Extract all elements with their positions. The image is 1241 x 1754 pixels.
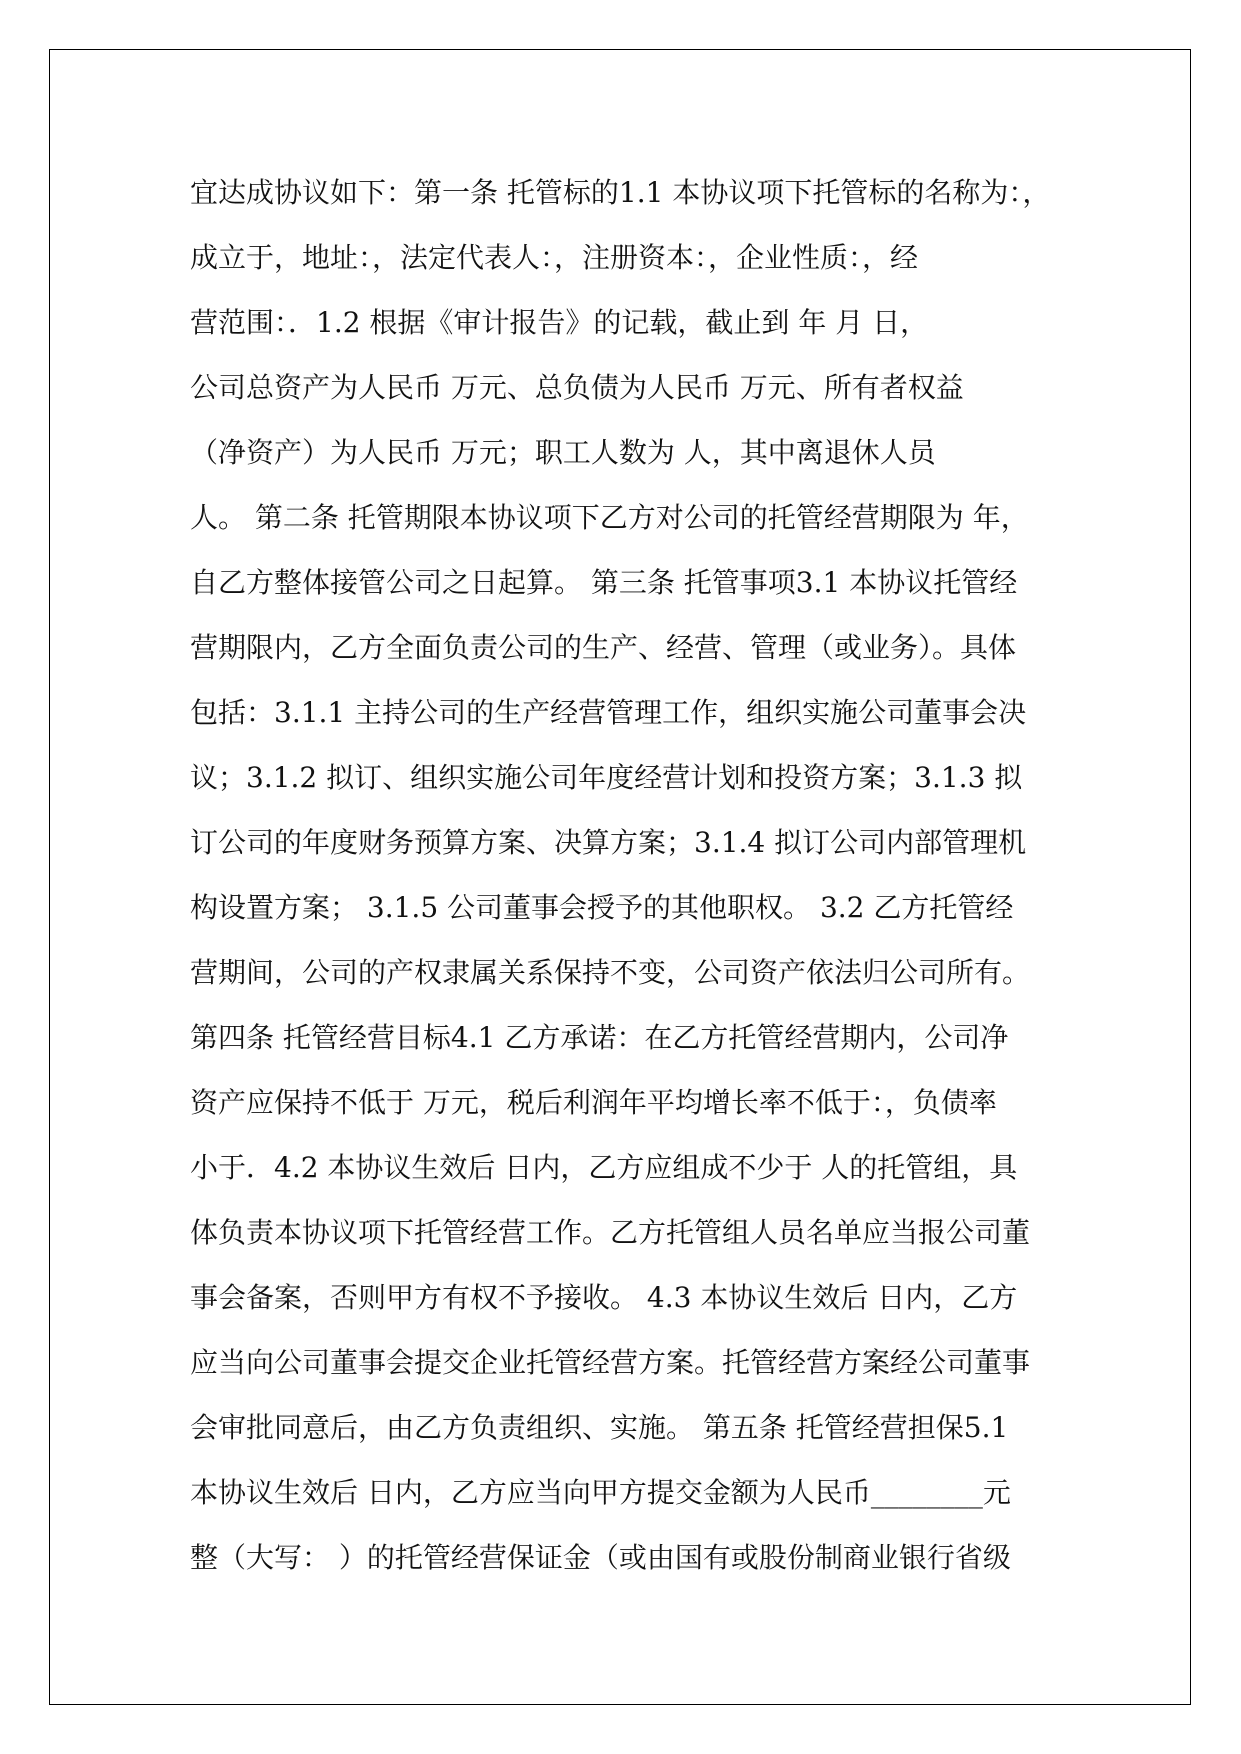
text-line: 自乙方整体接管公司之日起算。 第三条 托管事项3.1 本协议托管经 (190, 566, 1018, 599)
text-line: 营期限内，乙方全面负责公司的生产、经营、管理（或业务）。具体 (190, 631, 1017, 664)
text-line: 公司总资产为人民币 万元、总负债为人民币 万元、所有者权益 (190, 371, 964, 404)
text-line: 营范围：．1.2 根据《审计报告》的记载，截止到 年 月 日， (190, 306, 929, 339)
text-line: 议；3.1.2 拟订、组织实施公司年度经营计划和投资方案；3.1.3 拟 (190, 761, 1023, 794)
text-line: 事会备案，否则甲方有权不予接收。 4.3 本协议生效后 日内，乙方 (190, 1281, 1018, 1314)
document-body (190, 160, 1070, 1590)
text-line: 营期间，公司的产权隶属关系保持不变，公司资产依法归公司所有。 (190, 956, 1031, 989)
text-line: 第四条 托管经营目标4.1 乙方承诺：在乙方托管经营期内，公司净 (190, 1021, 1009, 1054)
text-line: 会审批同意后，由乙方负责组织、实施。 第五条 托管经营担保5.1 (190, 1411, 1009, 1444)
text-line: 宜达成协议如下：第一条 托管标的1.1 本协议项下托管标的名称为：， (190, 176, 1051, 209)
text-line: 成立于，地址：，法定代表人：，注册资本：，企业性质：，经 (190, 241, 919, 274)
text-line: 应当向公司董事会提交企业托管经营方案。托管经营方案经公司董事 (190, 1346, 1031, 1379)
text-line: （净资产）为人民币 万元；职工人数为 人，其中离退休人员 (190, 436, 936, 469)
text-line: 资产应保持不低于 万元，税后利润年平均增长率不低于：，负债率 (190, 1086, 997, 1119)
text-line: 小于．4.2 本协议生效后 日内，乙方应组成不少于 人的托管组，具 (190, 1151, 1018, 1184)
text-line: 本协议生效后 日内，乙方应当向甲方提交金额为人民币________元 (190, 1476, 1011, 1509)
text-line: 包括：3.1.1 主持公司的生产经营管理工作，组织实施公司董事会决 (190, 696, 1027, 729)
text-line: 体负责本协议项下托管经营工作。乙方托管组人员名单应当报公司董 (190, 1216, 1031, 1249)
text-line: 订公司的年度财务预算方案、决算方案；3.1.4 拟订公司内部管理机 (190, 826, 1027, 859)
text-line: 整（大写： ）的托管经营保证金（或由国有或股份制商业银行省级 (190, 1541, 1011, 1574)
text-line: 构设置方案； 3.1.5 公司董事会授予的其他职权。 3.2 乙方托管经 (190, 891, 1014, 924)
text-line: 人。 第二条 托管期限本协议项下乙方对公司的托管经营期限为 年， (190, 501, 1029, 534)
